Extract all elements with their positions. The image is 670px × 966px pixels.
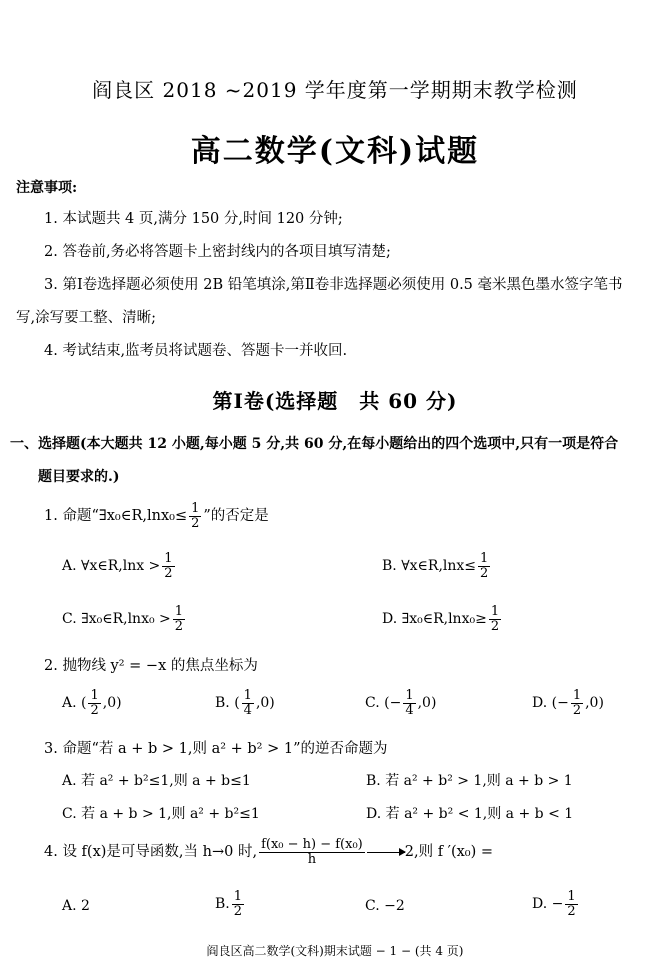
q3-option-d: D. 若 a² + b² < 1,则 a + b < 1 <box>366 806 574 822</box>
q4-stem-pre: 4. 设 f(x)是可导函数,当 h→0 时, <box>44 844 258 861</box>
arrow-icon <box>367 852 405 853</box>
frac-den: 2 <box>174 618 184 634</box>
option-frac <box>232 890 244 918</box>
frac-den: 4 <box>243 702 252 718</box>
option-frac <box>242 689 254 717</box>
frac-num: 1 <box>243 688 252 703</box>
frac-den: h <box>307 851 317 867</box>
q1-stem-post: ”的否定是 <box>203 508 269 525</box>
notice-item-3: 3. 第Ⅰ卷选择题必须使用 2B 铅笔填涂,第Ⅱ卷非选择题必须使用 0.5 毫米黑色墨水签字笔书 <box>44 277 623 293</box>
option-pre: A. ∀x∈R,lnx > <box>62 558 161 575</box>
q1-option-d <box>382 605 503 633</box>
part-one-line2: 题目要求的.) <box>38 469 120 485</box>
frac-den: 2 <box>480 565 489 581</box>
q4-limit-frac <box>259 838 365 866</box>
frac-num: 1 <box>567 889 576 904</box>
q3-stem: 3. 命题“若 a + b > 1,则 a² + b² > 1”的逆否命题为 <box>44 741 388 757</box>
option-frac <box>173 605 185 633</box>
frac-num: 1 <box>174 604 184 619</box>
frac-den: 2 <box>164 565 173 581</box>
frac-den: 2 <box>233 903 243 919</box>
frac-num: f(x₀ − h) − f(x₀) <box>261 837 363 852</box>
option-post: ,0) <box>585 695 604 712</box>
notice-item-2: 2. 答卷前,务必将答题卡上密封线内的各项目填写清楚; <box>44 244 391 260</box>
q3-option-a: A. 若 a² + b²≤1,则 a + b≤1 <box>62 773 251 789</box>
option-frac <box>565 890 577 918</box>
option-pre: B. ( <box>215 695 240 712</box>
option-post: ,0) <box>417 695 437 712</box>
option-pre: B. ∀x∈R,lnx≤ <box>382 558 477 575</box>
option-frac <box>88 689 100 717</box>
frac-den: 4 <box>405 702 414 718</box>
option-frac <box>403 689 415 717</box>
q4-option-d <box>532 890 580 918</box>
q1-option-b <box>382 552 492 580</box>
frac-num: 1 <box>90 688 99 703</box>
page-footer: 阎良区高二数学(文科)期末试题 − 1 − (共 4 页) <box>206 944 464 958</box>
option-pre: D. − <box>532 896 564 913</box>
q4-option-b <box>215 890 246 918</box>
frac-den: 2 <box>572 702 582 718</box>
frac-num: 1 <box>164 551 173 566</box>
section-title: 第Ⅰ卷(选择题 共 60 分) <box>212 389 458 413</box>
notice-item-4: 4. 考试结束,监考员将试题卷、答题卡一并收回. <box>44 343 348 359</box>
frac-num: 1 <box>233 889 243 904</box>
frac-den: 2 <box>567 903 576 919</box>
frac-num: 1 <box>480 551 489 566</box>
frac-den: 2 <box>191 515 200 531</box>
q2-option-a <box>62 689 122 717</box>
option-pre: C. ∃x₀∈R,lnx₀ > <box>62 611 171 628</box>
option-frac <box>162 552 174 580</box>
option-pre: C. (− <box>365 695 402 712</box>
q1-option-c <box>62 605 187 633</box>
frac-num: 1 <box>405 688 414 703</box>
option-post: ,0) <box>255 695 275 712</box>
option-post: ,0) <box>102 695 122 712</box>
q1-option-a <box>62 552 177 580</box>
notice-item-1: 1. 本试题共 4 页,满分 150 分,时间 120 分钟; <box>44 211 343 227</box>
option-frac <box>489 605 501 633</box>
option-pre: D. ∃x₀∈R,lnx₀≥ <box>382 611 487 628</box>
option-frac <box>571 689 583 717</box>
q4-stem <box>44 838 493 866</box>
frac-num: 1 <box>572 688 582 703</box>
part-one-line1: 一、选择题(本大题共 12 小题,每小题 5 分,共 60 分,在每小题给出的四个选项中,只有一项是符合 <box>10 436 619 452</box>
frac-den: 2 <box>490 618 500 634</box>
exam-title: 高二数学(文科)试题 <box>190 134 480 169</box>
frac-num: 1 <box>490 604 500 619</box>
frac-den: 2 <box>90 702 99 718</box>
notice-item-3-cont: 写,涂写要工整、清晰; <box>16 310 156 326</box>
q2-stem: 2. 抛物线 y² = −x 的焦点坐标为 <box>44 658 258 674</box>
q4-option-c: C. −2 <box>365 898 405 914</box>
q2-option-c <box>365 689 436 717</box>
q2-option-d <box>532 689 604 717</box>
q4-stem-post: 2,则 f ′(x₀) = <box>404 844 494 861</box>
q4-option-a: A. 2 <box>62 898 90 914</box>
q1-stem-pre: 1. 命题“∃x₀∈R,lnx₀≤ <box>44 508 188 525</box>
q3-option-c: C. 若 a + b > 1,则 a² + b²≤1 <box>62 806 260 822</box>
q2-option-b <box>215 689 275 717</box>
q1-stem <box>44 502 269 530</box>
option-frac <box>478 552 490 580</box>
notice-heading: 注意事项: <box>16 180 78 196</box>
q1-stem-frac <box>189 502 201 530</box>
q3-option-b: B. 若 a² + b² > 1,则 a + b > 1 <box>366 773 573 789</box>
option-pre: A. ( <box>62 695 87 712</box>
frac-num: 1 <box>191 501 200 516</box>
option-pre: D. (− <box>532 695 569 712</box>
exam-header: 阎良区 2018 ~2019 学年度第一学期期末教学检测 <box>92 78 578 102</box>
option-pre: B. <box>215 896 230 913</box>
